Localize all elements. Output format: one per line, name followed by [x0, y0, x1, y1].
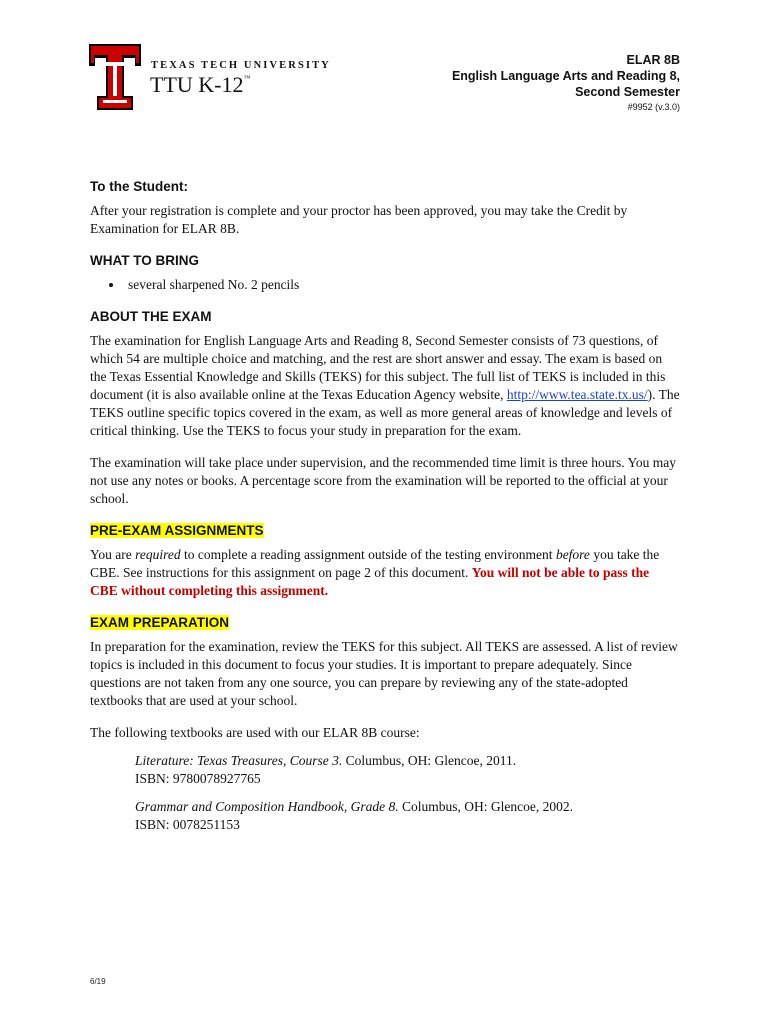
pre-exam-heading: PRE-EXAM ASSIGNMENTS [90, 523, 264, 538]
what-to-bring-section [90, 252, 680, 294]
bring-list-item: • several sharpened No. 2 pencils [124, 276, 680, 294]
to-student-text: After your registration is complete and your proctor has been approved, you may take the Credit by Examination for ELAR 8B. [90, 203, 628, 236]
course-semester: Second Semester [575, 85, 680, 99]
textbook-entry: Literature: Texas Treasures, Course 3. Columbus, OH: Glencoe, 2011. ISBN: 9780078927765 [90, 752, 680, 788]
footer-date: 6/19 [90, 977, 106, 986]
texas-tech-double-t-logo [89, 44, 141, 110]
pre-exam-text: You are required to complete a reading assignment outside of the testing environment before you take the CBE. See instructions for this assignment on page 2 of this document. You will not be able to pass the CBE without completing this assignment. [90, 547, 660, 598]
pre-exam-section [90, 522, 680, 600]
what-to-bring-heading: WHAT TO BRING [90, 253, 199, 268]
exam-prep-heading: EXAM PREPARATION [90, 615, 230, 630]
to-student-section [90, 178, 680, 238]
about-exam-heading: ABOUT THE EXAM [90, 309, 212, 324]
textbook-isbn: ISBN: 9780078927765 [135, 771, 261, 786]
course-version: #9952 (v.3.0) [627, 102, 680, 112]
exam-prep-paragraph-1: In preparation for the examination, review the TEKS for this subject. All TEKS are assessed. A list of review topics is included in this document to focus your studies. It is important to prepare adequately. Since questions are not taken from any one source, you can prepare by reviewing any of the state-adopted textbooks that are used at your school. [90, 639, 678, 708]
textbook-entry: Grammar and Composition Handbook, Grade 8. Columbus, OH: Glencoe, 2002. ISBN: 0078251153 [90, 798, 680, 834]
course-title: English Language Arts and Reading 8, [451, 69, 680, 83]
about-exam-paragraph-1: The examination for English Language Arts and Reading 8, Second Semester consists of 73 questions, of which 54 are multiple choice and matching, and the rest are short answer and essay. The exam is based on the Texas Essential Knowledge and Skills (TEKS) for this subject. The full list of TEKS is included in this document (it is also available online at the Texas Education Agency website, http://www.tea.state.tx.us/). The TEKS outline specific topics covered in the exam, as well as more general areas of knowledge and levels of critical thinking. Use the TEKS to focus your study in preparation for the exam. [90, 333, 680, 438]
pre-exam-warning: You will not be able to pass the CBE without completing this assignment. [90, 565, 650, 598]
document-header [0, 0, 770, 130]
course-info [452, 52, 680, 114]
exam-prep-paragraph-2: The following textbooks are used with our ELAR 8B course: [90, 725, 420, 740]
to-student-heading: To the Student: [90, 179, 188, 194]
tea-website-link[interactable]: http://www.tea.state.tx.us/ [506, 387, 648, 402]
exam-prep-section [90, 614, 680, 834]
document-body [90, 178, 680, 848]
about-exam-paragraph-2: The examination will take place under supervision, and the recommended time limit is three hours. You may not use any notes or books. A percentage score from the examination will be reported to the official at your school. [90, 455, 676, 506]
program-name: TTU K-12™ [150, 72, 251, 97]
course-code: ELAR 8B [626, 53, 680, 67]
bring-list [90, 276, 680, 294]
about-exam-section [90, 308, 680, 508]
textbook-isbn: ISBN: 0078251153 [135, 817, 240, 832]
university-name: TEXAS TECH UNIVERSITY [151, 60, 331, 71]
